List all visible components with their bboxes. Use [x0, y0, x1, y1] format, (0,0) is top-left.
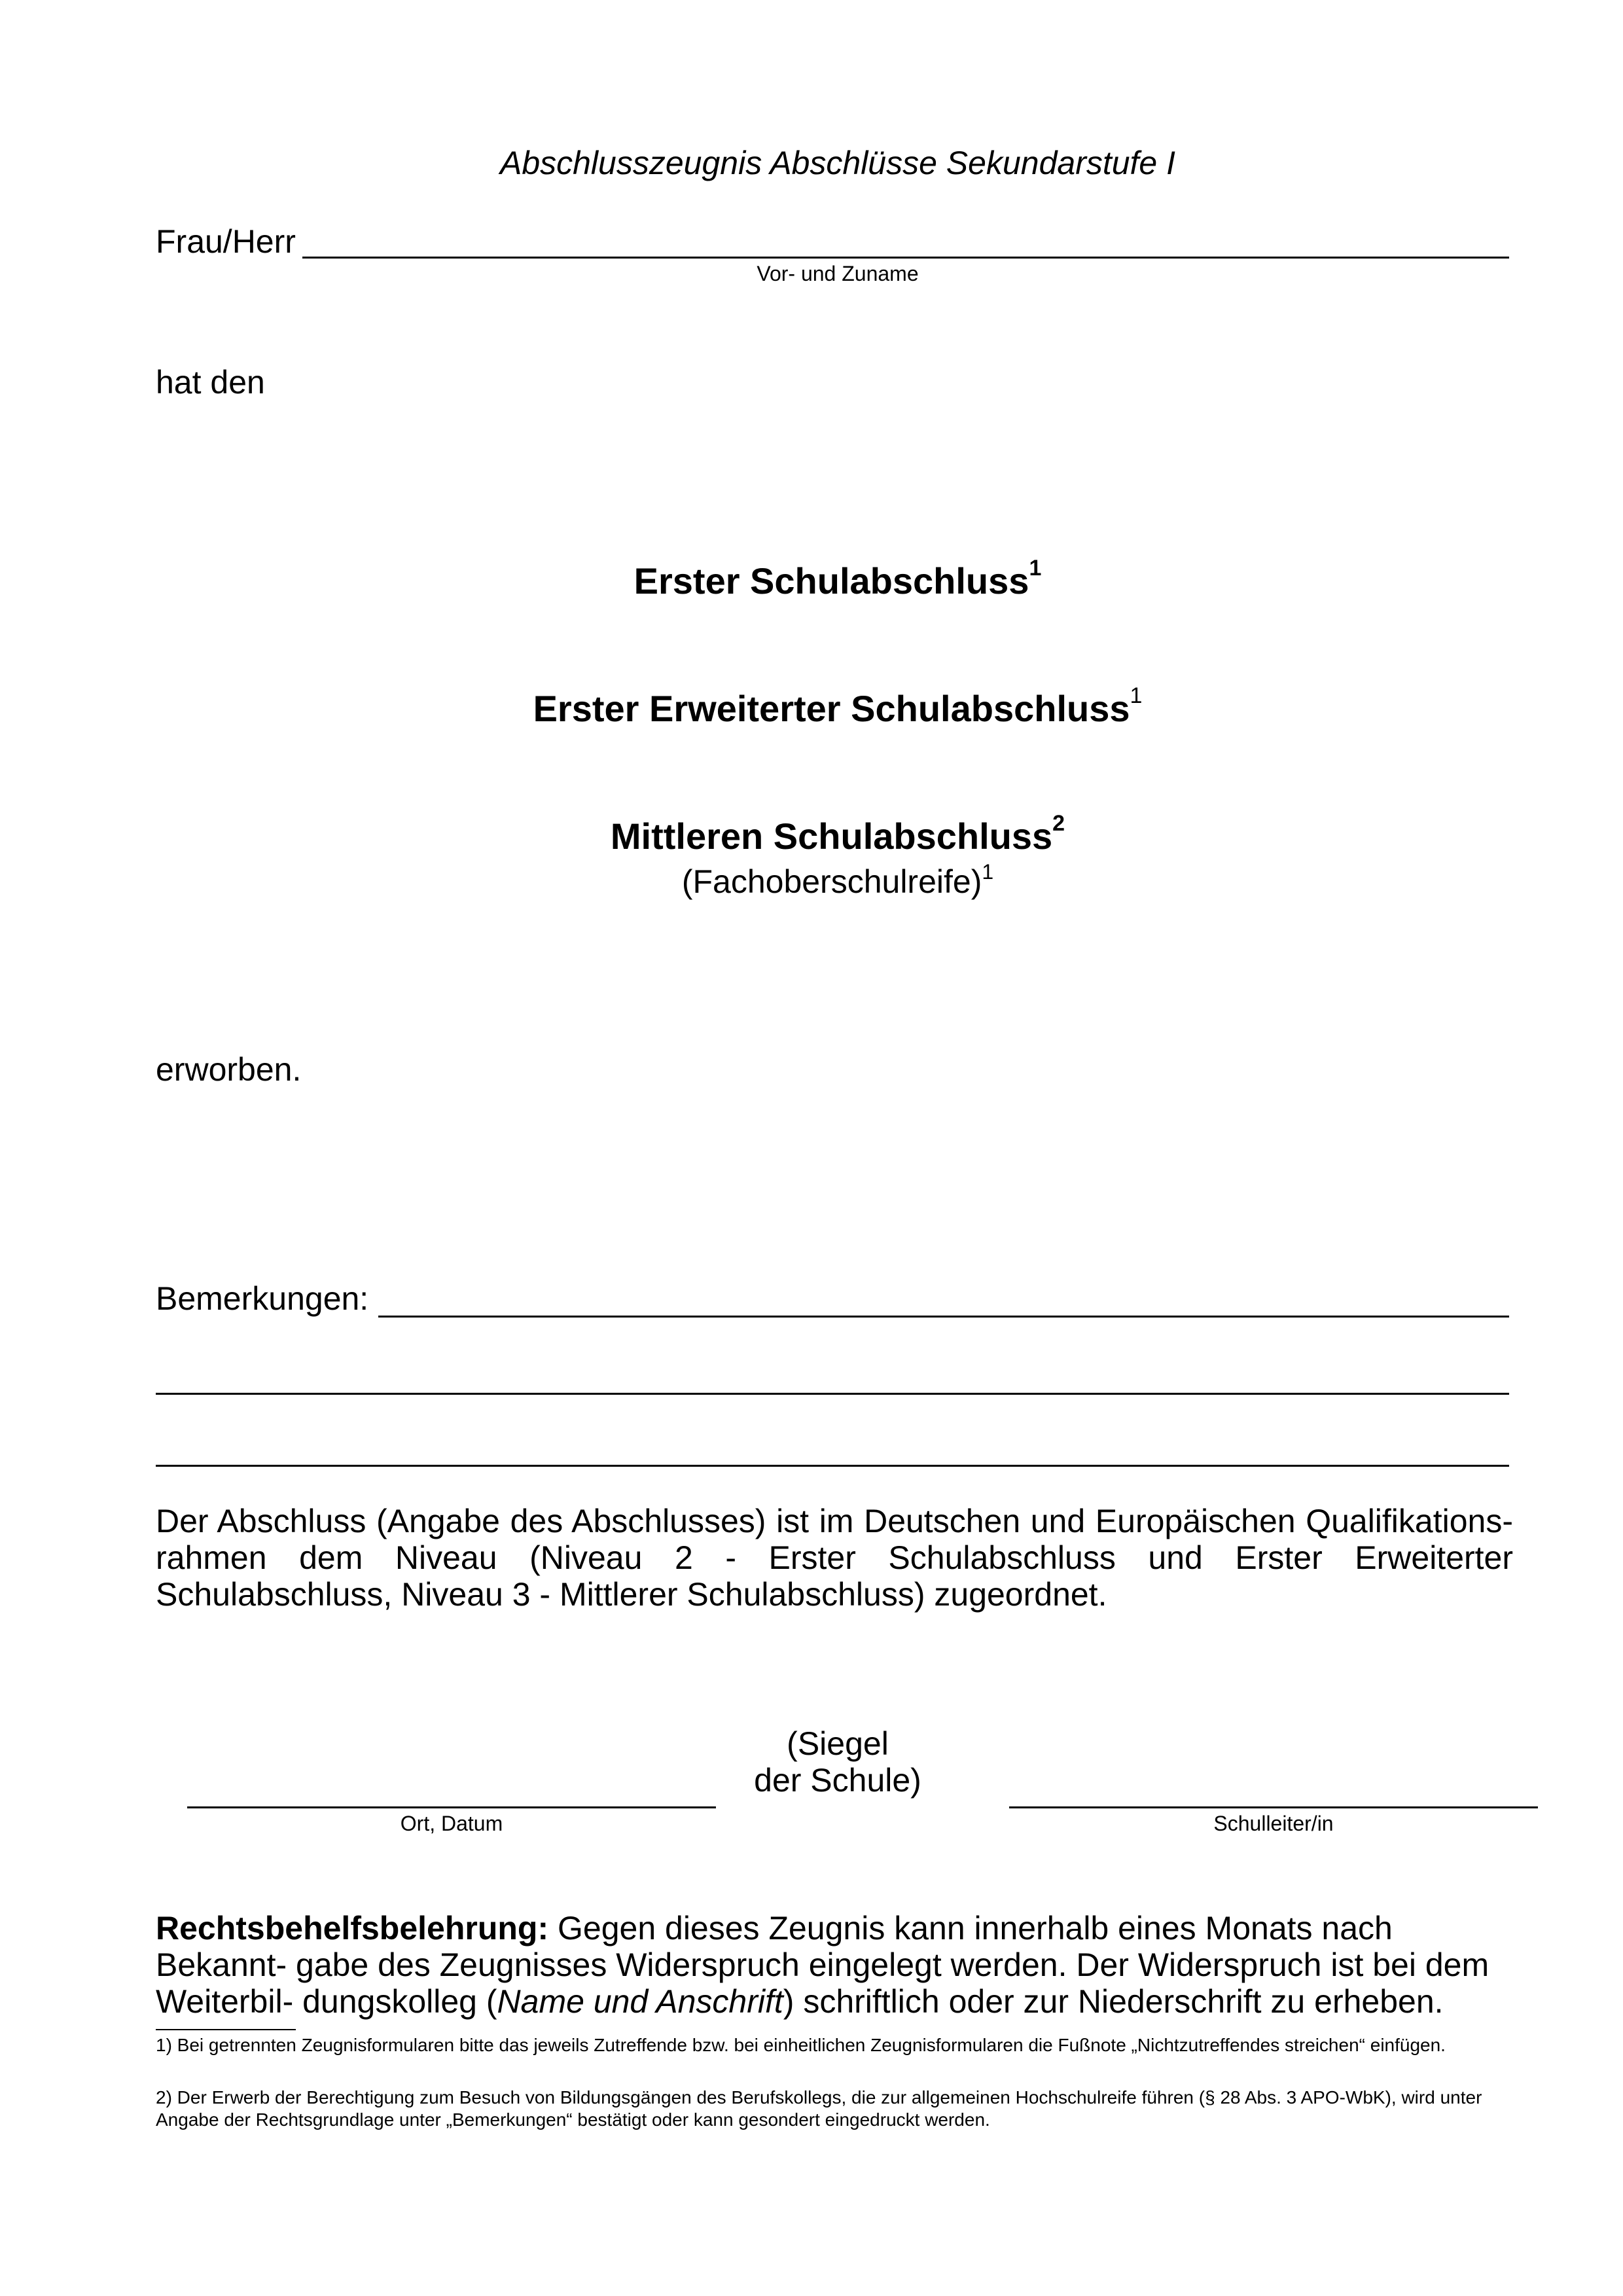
degree-3-text: Mittleren Schulabschluss: [610, 816, 1053, 857]
degree-3-subtitle-text: (Fachoberschulreife): [681, 863, 982, 900]
degree-2-text: Erster Erweiterter Schulabschluss: [533, 688, 1130, 729]
outro-text: erworben.: [156, 1051, 302, 1088]
degree-2-footnote-ref: 1: [1130, 683, 1143, 708]
legal-notice-label: Rechtsbehelfsbelehrung:: [156, 1910, 549, 1946]
degree-3-subtitle: [0, 860, 1623, 901]
seal-line-1: (Siegel: [787, 1725, 889, 1762]
footnote-separator: [156, 2029, 296, 2030]
legal-notice-text-1: Gegen dieses Zeugnis kann innerhalb eines Monats nach Bekannt- gabe des Zeugnisses Widerspruch eingelegt werden. Der Widerspruch ist bei dem Weiterbil- dungskolleg (: [156, 1910, 1489, 2020]
degree-2: [0, 683, 1623, 730]
remarks-label: Bemerkungen:: [156, 1280, 369, 1317]
legal-notice-italic: Name und Anschrift: [497, 1983, 783, 2020]
place-date-line: [187, 1806, 716, 1808]
footnote-1: 1) Bei getrennten Zeugnisformularen bitte das jeweils Zutreffende bzw. bei einheitlichen Zeugnisformularen die Fußnote „Nichtzutreffendes streichen“ einfügen.: [156, 2035, 1446, 2055]
remarks-line-2: [156, 1393, 1509, 1395]
degree-3-footnote-ref: 2: [1052, 811, 1065, 836]
principal-caption: Schulleiter/in: [1213, 1812, 1334, 1835]
principal-signature-line: [1009, 1806, 1538, 1808]
name-caption: Vor- und Zuname: [757, 262, 919, 285]
degree-1: [0, 556, 1623, 602]
degree-1-text: Erster Schulabschluss: [633, 560, 1029, 601]
footnote-2: 2) Der Erwerb der Berechtigung zum Besuch von Bildungsgängen des Berufskollegs, die zur allgemeinen Hochschulreife führen (§ 28 Abs. 3 APO-WbK), wird unter Angabe der Rechtsgrundlage unter „Bemerkungen“ bestätigt oder kann gesondert eingedruckt werden.: [156, 2087, 1482, 2130]
remarks-line-1: [378, 1316, 1509, 1318]
name-label: Frau/Herr: [156, 223, 296, 260]
seal-line-2: der Schule): [754, 1762, 921, 1799]
degree-3-subtitle-footnote-ref: 1: [982, 860, 994, 884]
document-title: Abschlusszeugnis Abschlüsse Sekundarstufe I: [499, 145, 1176, 181]
remarks-line-3: [156, 1465, 1509, 1467]
place-date-caption: Ort, Datum: [400, 1812, 503, 1835]
degree-1-footnote-ref: 1: [1029, 556, 1042, 581]
legal-notice-text-2: ) schriftlich oder zur Niederschrift zu erheben.: [783, 1983, 1444, 2020]
legal-notice: [156, 1910, 1513, 2020]
degree-3: [0, 811, 1623, 857]
intro-text: hat den: [156, 364, 265, 401]
seal-text: [707, 1725, 969, 1799]
name-underline: [302, 257, 1509, 259]
qualification-paragraph-text: Der Abschluss (Angabe des Abschlusses) ist im Deutschen und Europäischen Qualifikations-rahmen dem Niveau (Niveau 2 - Erster Schulabschluss und Erster Erweiterter Schulabschluss, Niveau 3 - Mittlerer Schulabschluss) zugeordnet.: [156, 1503, 1513, 1613]
qualification-paragraph: [156, 1503, 1513, 1613]
